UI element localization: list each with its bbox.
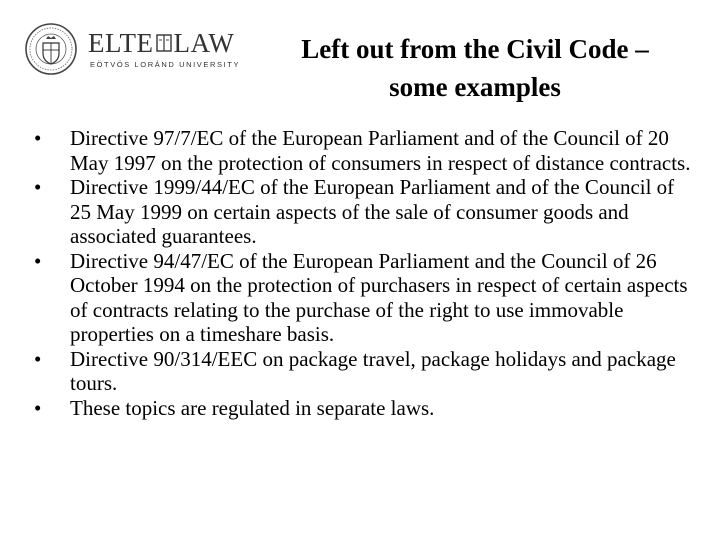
logo-law-text: LAW: [173, 28, 235, 58]
bullet-text: These topics are regulated in separate laws.: [70, 395, 435, 420]
slide-title: [245, 30, 705, 106]
bullet-marker: •: [34, 248, 42, 273]
list-item: [34, 175, 694, 249]
elte-law-logo: [24, 22, 241, 78]
list-item: [34, 249, 694, 347]
logo-wordmark: [88, 30, 234, 57]
list-item: [34, 347, 694, 396]
slide-title-line-1: Left out from the Civil Code –: [301, 34, 649, 64]
slide-title-line-2: some examples: [389, 72, 561, 102]
bullet-marker: •: [34, 175, 42, 199]
bullet-marker: •: [34, 346, 42, 371]
list-item: [34, 126, 694, 175]
bullet-text: Directive 90/314/EEC on package travel, package holidays and package tours.: [70, 346, 676, 395]
bullet-text: Directive 1999/44/EC of the European Parliament and of the Council of 25 May 1999 on certain aspects of the sale of consumer goods and associated guarantees.: [70, 175, 675, 248]
bullet-marker: •: [34, 126, 42, 150]
list-item: [34, 396, 694, 421]
university-seal-icon: [24, 22, 78, 76]
book-icon: [156, 33, 172, 53]
logo-university-name: EÖTVÖS LORÁND UNIVERSITY: [90, 60, 241, 69]
bullet-text: Directive 94/47/EC of the European Parliament and the Council of 26 October 1994 on the protection of purchasers in respect of certain aspects of contracts relating to the purchase of the right to use immovable properties on a timeshare basis.: [70, 248, 688, 346]
logo-elte-text: ELTE: [88, 28, 154, 58]
bullet-marker: •: [34, 395, 42, 420]
bullet-list: [34, 126, 694, 420]
bullet-text: Directive 97/7/EC of the European Parliament and of the Council of 20 May 1997 on the protection of consumers in respect of distance contracts.: [70, 126, 691, 175]
